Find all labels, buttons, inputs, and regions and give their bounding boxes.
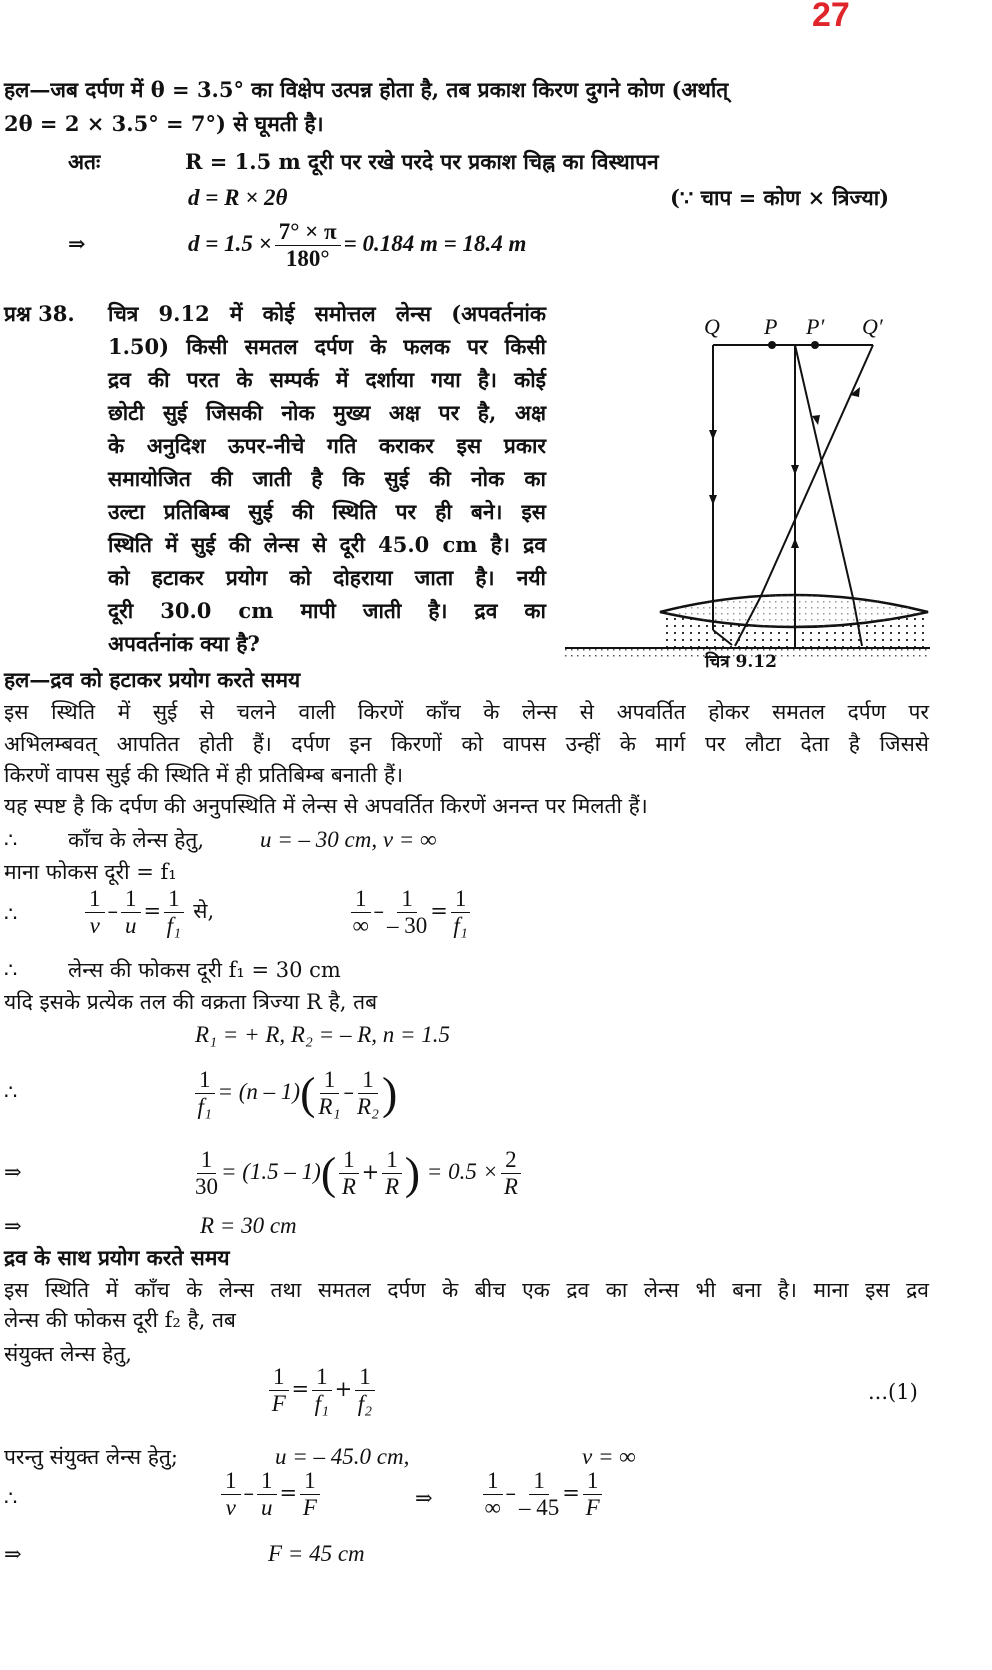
focal-let: माना फोकस दूरी = f₁ — [4, 860, 177, 884]
radius-values: R₁ = + R, R₂ = – R, n = 1.5 — [195, 1022, 451, 1047]
point-P — [768, 341, 776, 349]
lens-mirror-diagram — [0, 0, 992, 700]
implies-symbol: ⇒ — [415, 1486, 433, 1510]
implies-symbol: ⇒ — [4, 1214, 22, 1238]
sol2-para-2: अभिलम्बवत् आपतित होती हैं। दर्पण इन किरणों को वापस उन्हीं के मार्ग पर लौटा देता है जिससे — [4, 732, 929, 756]
sol2-para-4: यह स्पष्ट है कि दर्पण की अनुपस्थिति में लेन्स से अपवर्तित किरणें अनन्त पर मिलती हैं। — [4, 794, 648, 818]
sol1-line1: हल—जब दर्पण में θ = 3.5° का विक्षेप उत्पन्न होता है, तब प्रकाश किरण दुगने कोण (अर्थात् — [4, 77, 729, 102]
implies-symbol: ⇒ — [4, 1160, 22, 1184]
therefore-symbol: ∴ — [4, 1080, 18, 1104]
sol3-heading: द्रव के साथ प्रयोग करते समय — [4, 1245, 230, 1270]
label-Q-prime: Q′ — [862, 314, 883, 339]
fraction: $\frac{7^\circ \times \pi}{180^\circ}$ — [275, 219, 341, 272]
combined-lens-text: संयुक्त लेन्स हेतु, — [4, 1342, 132, 1366]
figure-caption: चित्र 9.12 — [705, 652, 777, 672]
sol1-line2: 2θ = 2 × 3.5° = 7°) से घूमती है। — [4, 111, 324, 136]
point-P-prime — [811, 341, 819, 349]
question-text: चित्र 9.12 में कोई समोत्तल लेन्स (अपवर्तनांक 1.50) किसी समतल दर्पण के फलक पर किसी द्रव की परत के सम्पर्क में दर्शाया गया है। कोई छोटी सुई जिसकी नोक मुख्य अक्ष पर है, अक्ष के अनुदिश ऊपर-नीचे गति कराकर इस प्रकार समायोजित की जाती है कि सुई की नोक का उल्टा प्रतिबिम्ब सुई की स्थिति पर ही बने। इस स्थिति में सुई की लेन्स से दूरी 45.0 cm है। द्रव को हटाकर प्रयोग को दोहराया जाता है। नयी दूरी 30.0 cm मापी जाती है। द्रव का अपवर्तनांक क्या है? — [108, 301, 546, 656]
but-text: परन्तु संयुक्त लेन्स हेतु; — [4, 1445, 178, 1469]
therefore-symbol: ∴ — [4, 828, 18, 852]
sol3-para-1: इस स्थिति में काँच के लेन्स तथा समतल दर्पण के बीच एक द्रव का लेन्स भी बना है। माना इस द्रव — [4, 1278, 929, 1302]
lens-formula-2: $\frac{1}{v}$ – $\frac{1}{u}$ = $\frac{1}{F}$ — [218, 1468, 323, 1521]
label-P-prime: P′ — [806, 314, 825, 339]
sol1-note: (∵ चाप = कोण × त्रिज्या) — [670, 185, 890, 210]
sol1-line4: d = R × 2θ — [188, 185, 288, 210]
lensmaker-formula: $\frac{1}{\text{f₁}}$ = (n – 1)( $\frac{1}{\text{R₁}}$ – $\frac{1}{\text{R₂}}$ ) — [192, 1060, 397, 1126]
therefore-symbol: ∴ — [4, 902, 18, 926]
v-value-2: v = ∞ — [582, 1444, 636, 1469]
f1-result: लेन्स की फोकस दूरी f₁ = 30 cm — [68, 958, 341, 982]
sol2-heading: हल—द्रव को हटाकर प्रयोग करते समय — [4, 667, 301, 692]
radius-text: यदि इसके प्रत्येक तल की वक्रता त्रिज्या R है, तब — [4, 990, 378, 1014]
F-result: F = 45 cm — [268, 1541, 365, 1566]
sol1-atah: अतः — [68, 149, 101, 174]
u-value-2: u = – 45.0 cm, — [275, 1444, 410, 1469]
lens-formula-2-sub: 1 ∞ – $\frac{1}{- 45}$ = $\frac{1}{F}$ — [480, 1468, 605, 1521]
therefore-symbol: ∴ — [4, 958, 18, 982]
equation-number: ...(1) — [868, 1380, 918, 1404]
question-label: प्रश्न 38. — [4, 301, 75, 326]
glass-lens-text: काँच के लेन्स हेतु, — [68, 828, 205, 852]
page-number: 27 — [812, 0, 850, 34]
sol1-line3: R = 1.5 m दूरी पर रखे परदे पर प्रकाश चिह्न का विस्थापन — [185, 149, 659, 174]
label-P: P — [764, 314, 778, 339]
lens-formula-1-sub: 1 ∞ – $\frac{1}{- 30}$ = $\frac{1}{\text{f₁}}$ — [348, 886, 473, 939]
lens-formula-1: $\frac{1}{v}$ – $\frac{1}{u}$ = $\frac{1}{\text{f₁}}$ से, — [82, 886, 214, 939]
combined-focal-eq: $\frac{1}{F}$ = $\frac{1}{\text{f₁}}$ + $\frac{1}{\text{f₂}}$ — [266, 1364, 378, 1417]
label-Q: Q — [704, 314, 720, 339]
implies-symbol: ⇒ — [68, 231, 86, 256]
radius-calc: $\frac{1}{30}$ = (1.5 – 1)( $\frac{1}{R}$ + $\frac{1}{R}$ ) = 0.5 × $\frac{2}{R}$ — [192, 1140, 524, 1206]
r-result: R = 30 cm — [200, 1213, 297, 1238]
sol2-para-3: किरणें वापस सुई की स्थिति में ही प्रतिबिम्ब बनाती हैं। — [4, 763, 404, 787]
implies-symbol: ⇒ — [4, 1542, 22, 1566]
sol1-line5: d = 1.5 × $\frac{7^\circ \times \pi}{180^\circ}$ = 0.184 m = 18.4 m — [188, 219, 527, 271]
u-v-values: u = – 30 cm, v = ∞ — [260, 827, 437, 852]
therefore-symbol: ∴ — [4, 1486, 18, 1510]
sol2-para-1: इस स्थिति में सुई से चलने वाली किरणें काँच के लेन्स से अपवर्तित होकर समतल दर्पण पर — [4, 700, 929, 724]
sol3-para-2: लेन्स की फोकस दूरी f₂ है, तब — [4, 1308, 236, 1332]
